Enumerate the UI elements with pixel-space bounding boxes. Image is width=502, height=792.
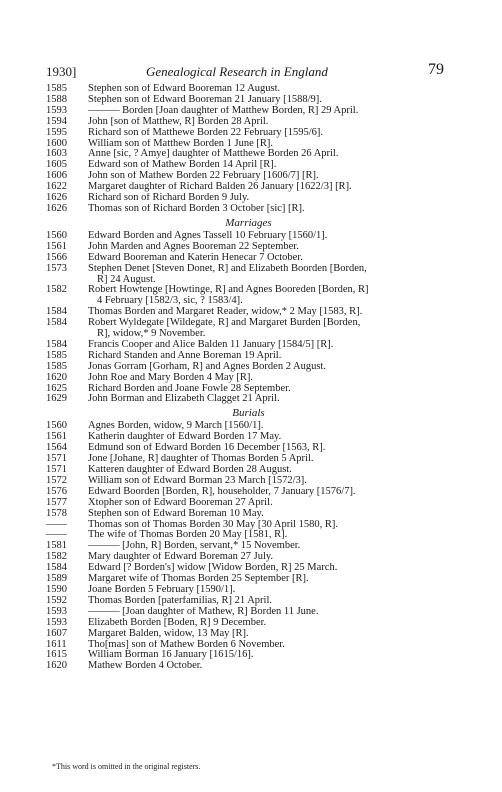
entry-text: Jonas Gorram [Gorham, R] and Agnes Borden 2 August. <box>88 361 326 372</box>
entry-year: 1585 <box>46 360 67 372</box>
register-entry <box>46 509 451 520</box>
entry-year: 1600 <box>46 137 67 149</box>
entry-text: Agnes Borden, widow, 9 March [1560/1]. <box>88 421 264 432</box>
entry-year: 1584 <box>46 317 67 329</box>
entry-text: Edward [? Borden's] widow [Widow Borden, R] 25 March. <box>88 563 338 574</box>
marriages-heading: Marriages <box>225 216 272 229</box>
entry-text: Katherin daughter of Edward Borden 17 May. <box>88 432 282 443</box>
entry-text: Thomas son of Thomas Borden 30 May [30 April 1580, R]. <box>88 519 339 530</box>
register-entry <box>46 95 451 106</box>
register-entry <box>46 596 451 607</box>
marriages-list <box>46 231 451 406</box>
burials-heading: Burials <box>232 407 265 420</box>
entry-text: Thomas son of Richard Borden 3 October [sic] [R]. <box>88 203 305 214</box>
register-entry <box>46 84 451 95</box>
header-year: 1930] <box>46 64 77 79</box>
entry-year: 1629 <box>46 393 67 405</box>
entry-text: ——— Borden [Joan daughter of Matthew Borden, R] 29 April. <box>88 105 359 116</box>
entry-text: Edward Borden and Agnes Tassell 10 February [1560/1]. <box>88 230 328 241</box>
entry-year: —— <box>46 518 67 530</box>
register-entry <box>46 128 451 139</box>
entry-text: John Marden and Agnes Booreman 22 September. <box>88 241 299 252</box>
register-entry <box>46 340 451 351</box>
entry-text: Mary daughter of Edward Boreman 27 July. <box>88 552 274 563</box>
entry-year: 1606 <box>46 170 67 182</box>
entry-text: R] 24 August. <box>97 274 156 285</box>
register-entry <box>46 384 451 395</box>
entry-year: 1571 <box>46 453 67 465</box>
register-entry <box>46 171 451 182</box>
entry-year: 1589 <box>46 573 67 585</box>
entry-year: 1560 <box>46 229 67 241</box>
entry-text: Thomas Borden and Margaret Reader, widow,* 2 May [1583, R]. <box>88 307 363 318</box>
register-entry <box>46 373 451 384</box>
register-entry <box>46 487 451 498</box>
register-entry <box>46 520 451 531</box>
entry-year: 1571 <box>46 464 67 475</box>
register-entry <box>46 454 451 465</box>
entry-year: 1588 <box>46 93 67 105</box>
entry-year: 1593 <box>46 104 67 116</box>
entry-year: 1560 <box>46 420 67 432</box>
entry-year: 1595 <box>46 126 67 138</box>
baptisms-list <box>46 84 451 215</box>
entry-text: Stephen son of Edward Boreman 10 May. <box>88 508 264 519</box>
entry-year: 1577 <box>46 496 67 508</box>
entry-text: Anne [sic, ? Amye] daughter of Matthewe Borden 26 April. <box>88 149 339 160</box>
register-entry <box>46 476 451 487</box>
register-entry <box>46 618 451 629</box>
entry-text: John Borman and Elizabeth Clagget 21 April. <box>88 394 280 405</box>
entry-text: Tho[mas] son of Mathew Borden 6 November. <box>88 639 285 650</box>
entry-text: Stephen son of Edward Booreman 12 August. <box>88 84 281 94</box>
register-entry <box>46 650 451 661</box>
entry-text: Edmund son of Edward Borden 16 December [1563, R]. <box>88 443 326 454</box>
register-entry <box>46 629 451 640</box>
register-entry <box>46 563 451 574</box>
register-entry <box>46 640 451 651</box>
entry-year: 1582 <box>46 284 67 296</box>
entry-text: Thomas Borden [paterfamilias, R] 21 April. <box>88 595 273 606</box>
register-entry <box>46 421 451 432</box>
register-entry <box>46 394 451 405</box>
entry-text: Richard son of Matthewe Borden 22 February [1595/6]. <box>88 127 324 138</box>
entry-text: Xtopher son of Edward Booreman 27 April. <box>88 497 273 508</box>
register-entry <box>46 498 451 509</box>
register-entry <box>46 264 451 275</box>
register-entry <box>46 574 451 585</box>
entry-text: Edward son of Mathew Borden 14 April [R]. <box>88 160 277 171</box>
entry-year: 1626 <box>46 192 67 204</box>
running-header <box>46 62 444 80</box>
register-entry <box>46 139 451 150</box>
entry-year: 1625 <box>46 382 67 394</box>
entry-text: Francis Cooper and Alice Balden 11 January [1584/5] [R]. <box>88 339 334 350</box>
entry-text: 4 February [1582/3, sic, ? 1583/4]. <box>97 296 243 307</box>
register-entry <box>46 231 451 242</box>
entry-year: 1584 <box>46 306 67 318</box>
entry-text: William Borman 16 January [1615/16]. <box>88 650 254 661</box>
register-entry <box>46 661 451 672</box>
entry-text: Stephen son of Edward Booreman 21 January [1588/9]. <box>88 94 322 105</box>
register-entry <box>46 585 451 596</box>
entry-year: 1622 <box>46 181 67 193</box>
entry-year: 1573 <box>46 262 67 274</box>
entry-year: 1561 <box>46 240 67 252</box>
register-entry <box>46 607 451 618</box>
entry-text: Edward Boorden [Borden, R], householder, 7 January [1576/7]. <box>88 486 356 497</box>
entry-year: 1584 <box>46 562 67 574</box>
register-entry <box>46 182 451 193</box>
entry-year: 1607 <box>46 627 67 639</box>
register-entry <box>46 149 451 160</box>
register-entry <box>46 275 451 286</box>
register-body <box>46 84 451 672</box>
entry-year: 1594 <box>46 115 67 127</box>
entry-year: 1592 <box>46 594 67 606</box>
entry-text: R], widow,* 9 November. <box>97 329 206 340</box>
register-entry <box>46 106 451 117</box>
entry-year: 1585 <box>46 83 67 94</box>
entry-text: Margaret wife of Thomas Borden 25 September [R]. <box>88 574 309 585</box>
register-entry <box>46 541 451 552</box>
entry-text: ——— [John, R] Borden, servant,* 15 November. <box>88 541 301 552</box>
entry-text: Margaret Balden, widow, 13 May [R]. <box>88 628 249 639</box>
entry-year: 1576 <box>46 485 67 497</box>
entry-text: Joane Borden 5 February [1590/1]. <box>88 584 236 595</box>
entry-year: 1593 <box>46 616 67 628</box>
register-entry <box>46 329 451 340</box>
entry-text: Katteren daughter of Edward Borden 28 August. <box>88 465 292 475</box>
entry-text: Margaret daughter of Richard Balden 26 January [1622/3] [R]. <box>88 182 352 193</box>
entry-year: 1615 <box>46 649 67 661</box>
entry-text: John son of Mathew Borden 22 February [1606/7] [R]. <box>88 171 319 182</box>
entry-text: Richard son of Richard Borden 9 July. <box>88 193 250 204</box>
entry-text: ——— [Joan daughter of Mathew, R] Borden 11 June. <box>88 606 319 617</box>
entry-year: 1590 <box>46 583 67 595</box>
entry-text: Richard Standen and Anne Boreman 19 April. <box>88 350 282 361</box>
entry-year: —— <box>46 529 67 541</box>
entry-text: William son of Edward Borman 23 March [1572/3]. <box>88 475 307 486</box>
page-number: 79 <box>428 61 444 78</box>
entry-year: 1572 <box>46 474 67 486</box>
entry-year: 1626 <box>46 202 67 214</box>
header-title: Genealogical Research in England <box>146 64 328 79</box>
register-entry <box>46 117 451 128</box>
entry-year: 1603 <box>46 148 67 160</box>
register-entry <box>46 351 451 362</box>
entry-text: John [son of Matthew, R] Borden 28 April. <box>88 116 269 127</box>
entry-text: Robert Wyldegate [Wildegate, R] and Margaret Burden [Borden, <box>88 318 361 329</box>
entry-text: Stephen Denet [Steven Donet, R] and Elizabeth Boorden [Borden, <box>88 263 367 274</box>
register-entry <box>46 318 451 329</box>
entry-year: 1581 <box>46 540 67 552</box>
entry-year: 1585 <box>46 349 67 361</box>
entry-year: 1620 <box>46 371 67 383</box>
entry-year: 1566 <box>46 251 67 263</box>
register-entry <box>46 307 451 318</box>
burials-list <box>46 421 451 672</box>
entry-text: William son of Matthew Borden 1 June [R]. <box>88 138 274 149</box>
register-entry <box>46 242 451 253</box>
register-entry <box>46 465 451 476</box>
entry-text: Edward Booreman and Katerin Henecar 7 October. <box>88 252 303 263</box>
entry-year: 1611 <box>46 638 67 650</box>
register-entry <box>46 253 451 264</box>
entry-year: 1561 <box>46 431 67 443</box>
register-entry <box>46 552 451 563</box>
entry-text: Elizabeth Borden [Boden, R] 9 December. <box>88 617 267 628</box>
entry-year: 1593 <box>46 605 67 617</box>
entry-text: Robert Howtenge [Howtinge, R] and Agnes Booreden [Borden, R] <box>88 285 369 296</box>
entry-year: 1564 <box>46 442 67 454</box>
register-entry <box>46 443 451 454</box>
entry-year: 1605 <box>46 159 67 171</box>
entry-text: Mathew Borden 4 October. <box>88 661 203 672</box>
register-entry <box>46 193 451 204</box>
register-entry <box>46 160 451 171</box>
register-entry <box>46 204 451 215</box>
register-entry <box>46 296 451 307</box>
entry-year: 1578 <box>46 507 67 519</box>
entry-year: 1584 <box>46 338 67 350</box>
footnote: *This word is omitted in the original registers. <box>52 762 201 771</box>
register-entry <box>46 530 451 541</box>
entry-text: The wife of Thomas Borden 20 May [1581, R]. <box>88 530 288 541</box>
register-entry <box>46 362 451 373</box>
entry-year: 1620 <box>46 660 67 672</box>
register-entry <box>46 285 451 296</box>
entry-text: Jone [Johane, R] daughter of Thomas Borden 5 April. <box>88 454 314 465</box>
entry-year: 1582 <box>46 551 67 563</box>
entry-text: John Roe and Mary Borden 4 May [R]. <box>88 372 254 383</box>
entry-text: Richard Borden and Joane Fowle 28 September. <box>88 383 291 394</box>
register-entry <box>46 432 451 443</box>
